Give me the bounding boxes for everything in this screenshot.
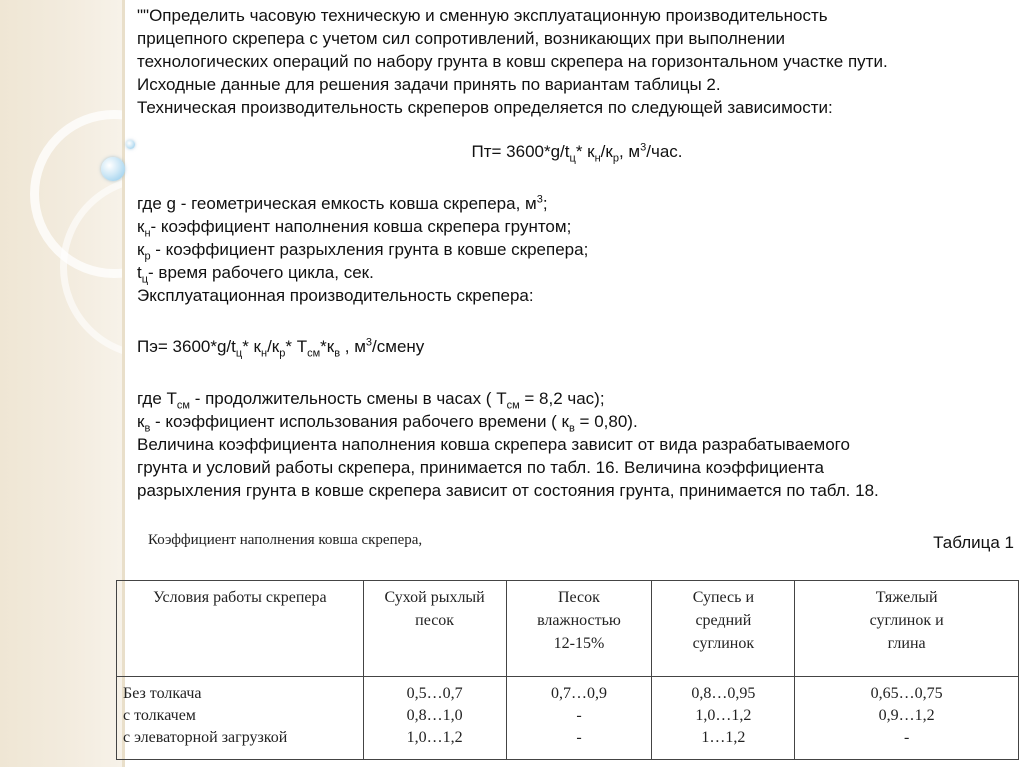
header-wet-sand: Песок влажностью 12-15% xyxy=(506,581,652,677)
definition-line: $к_в$ - коэффициент использования рабочего времени ( $к_в = 0,80$). xyxy=(137,412,638,435)
decorative-bubble-small xyxy=(126,140,135,149)
fill-coefficient-table xyxy=(116,580,1019,760)
decorative-bubble xyxy=(101,157,125,181)
header-conditions: Условия работы скрепера xyxy=(117,581,364,677)
task-line: Техническая производительность скреперов определяется по следующей зависимости: xyxy=(137,98,833,117)
definition-line: Эксплуатационная производительность скрепера: xyxy=(137,286,534,305)
body-line: Величина коэффициента наполнения ковша скрепера зависит от вида разрабатываемого xyxy=(137,435,850,454)
definition-line: $к_р$ - коэффициент разрыхления грунта в ковше скрепера; xyxy=(137,240,589,263)
task-line: технологических операций по набору грунта в ковш скрепера на горизонтальном участке пути. xyxy=(137,52,888,71)
task-line: прицепного скрепера с учетом сил сопротивлений, возникающих при выполнении xyxy=(137,29,785,48)
formula-technical-productivity: $Пт= 3600*g/t_ц*$ $к_н/к_р$, $м^3$/час. xyxy=(471,141,683,165)
definition-line: где g - геометрическая емкость ковша скрепера, $м^3$; xyxy=(137,193,548,213)
task-line: Исходные данные для решения задачи принять по вариантам таблицы 2. xyxy=(137,75,721,94)
decorative-side-panel xyxy=(0,0,122,767)
header-heavy-loam: Тяжелый суглинок и глина xyxy=(795,581,1019,677)
header-dry-sand: Сухой рыхлый песок xyxy=(363,581,506,677)
task-line: ""Определить часовую техническую и сменную эксплуатационную производительность xyxy=(137,6,828,25)
table-cell: 0,7…0,9 - - xyxy=(506,677,652,760)
table-cell: 0,65…0,75 0,9…1,2 - xyxy=(795,677,1019,760)
header-sandy-loam: Супесь и средний суглинок xyxy=(652,581,795,677)
table-number: Таблица 1 xyxy=(933,533,1014,552)
table-cell: 0,8…0,95 1,0…1,2 1…1,2 xyxy=(652,677,795,760)
table-header-row xyxy=(117,581,1019,677)
table-row xyxy=(117,677,1019,760)
definition-line: $t_ц-$ время рабочего цикла, сек. xyxy=(137,263,374,286)
body-line: разрыхления грунта в ковше скрепера зависит от состояния грунта, принимается по табл. 18. xyxy=(137,481,879,500)
definition-line: где $Т_{см}$ - продолжительность смены в часах ( $Т_{см} = 8,2$ час); xyxy=(137,389,605,412)
formula-operational-productivity: $Пэ= 3600*g/t_ц*$ $к_н/к_р*$ $Т_{см}*к_в$ , $м^3$/смену xyxy=(137,336,425,360)
table-cell: 0,5…0,7 0,8…1,0 1,0…1,2 xyxy=(363,677,506,760)
table-caption: Коэффициент наполнения ковша скрепера, xyxy=(148,532,423,548)
definition-line: $к_н-$ коэффициент наполнения ковша скрепера грунтом; xyxy=(137,217,572,240)
body-line: грунта и условий работы скрепера, принимается по табл. 16. Величина коэффициента xyxy=(137,458,824,477)
slide-text xyxy=(137,4,1017,502)
table-cell-conditions: Без толкача с толкачем с элеваторной загрузкой xyxy=(117,677,364,760)
